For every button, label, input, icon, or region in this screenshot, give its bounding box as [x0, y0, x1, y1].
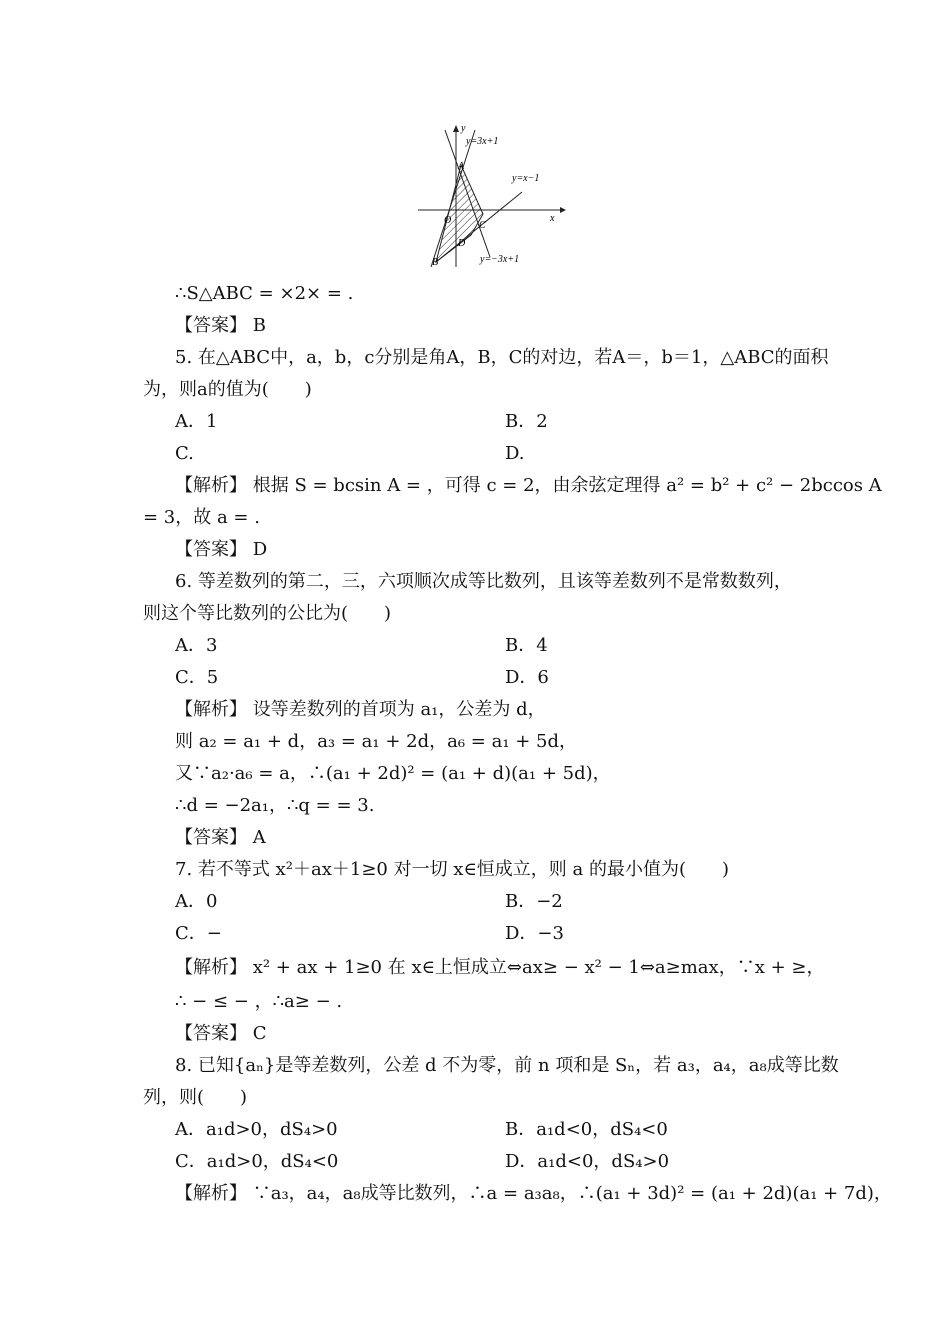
option-6c: C．5 [175, 667, 219, 688]
answer-6: 【答案】 A [175, 827, 266, 848]
option-8c: C．a₁d>0，dS₄<0 [175, 1151, 339, 1172]
solution-5-line1: 【解析】 根据 S = bcsin A = ，可得 c = 2，由余弦定理得 a² = b² + c² − 2bccos A [175, 475, 882, 496]
question-8-line2: 列，则( ) [143, 1087, 248, 1108]
answer-4: 【答案】 B [175, 315, 266, 336]
inequality-region-graph [418, 122, 568, 272]
option-8a: A．a₁d>0，dS₄>0 [175, 1119, 338, 1140]
line1-label: y=3x+1 [466, 136, 499, 147]
question-8-line1: 8. 已知{aₙ}是等差数列，公差 d 不为零，前 n 项和是 Sₙ，若 a₃，a₄，a₈成等比数 [175, 1055, 839, 1076]
solution-7-line1: 【解析】 x² + ax + 1≥0 在 x∈上恒成立⇔ax≥ − x² − 1⇔a≥max，∵x + ≥， [175, 957, 825, 978]
point-a-label: A [458, 161, 465, 172]
question-5-line2: 为，则a的值为( ) [143, 379, 312, 400]
x-axis-arrow [560, 207, 566, 213]
option-5b: B．2 [505, 411, 548, 432]
y-axis-arrow [453, 125, 459, 132]
solution-5-line2: = 3，故 a = . [143, 507, 260, 528]
question-6-line1: 6. 等差数列的第二，三，六项顺次成等比数列，且该等差数列不是常数数列， [175, 571, 792, 592]
question-8-options-ab [175, 1118, 668, 1142]
option-5d: D. [505, 443, 525, 464]
option-7a: A．0 [175, 891, 218, 912]
solution-7-line2: ∴ − ≤ − ，∴a≥ − . [175, 991, 343, 1012]
question-7-options-cd [175, 922, 564, 946]
question-7-options-ab [175, 890, 563, 914]
solution-6-line3: 又∵a₂·a₆ = a，∴(a₁ + 2d)² = (a₁ + d)(a₁ + 5d)， [175, 763, 611, 784]
option-8b: B．a₁d<0，dS₄<0 [505, 1119, 668, 1140]
question-5-options-cd [175, 442, 525, 466]
solution-8-line1: 【解析】 ∵a₃，a₄，a₈成等比数列，∴a = a₃a₈，∴(a₁ + 3d)² = (a₁ + 2d)(a₁ + 7d)， [175, 1183, 892, 1204]
question-7-line1: 7. 若不等式 x²＋ax＋1≥0 对一切 x∈恒成立，则 a 的最小值为( ) [175, 859, 729, 880]
option-6b: B．4 [505, 635, 548, 656]
question-6-options-ab [175, 634, 548, 658]
line3-label: y=−3x+1 [480, 254, 520, 265]
question-5-line1: 5. 在△ABC中，a，b，c分别是角A，B，C的对边，若A＝，b＝1，△ABC的面积 [175, 347, 829, 368]
line2-label: y=x−1 [512, 173, 540, 184]
solution-6-line1: 【解析】 设等差数列的首项为 a₁，公差为 d， [175, 699, 546, 720]
option-8d: D．a₁d<0，dS₄>0 [505, 1151, 670, 1172]
option-7b: B．−2 [505, 891, 563, 912]
x-axis-label: x [550, 213, 555, 224]
area-formula: ∴S△ABC = ×2× = . [175, 283, 354, 304]
point-c-label: C [479, 220, 486, 231]
answer-7: 【答案】 C [175, 1023, 267, 1044]
question-8-options-cd [175, 1150, 670, 1174]
option-5a: A．1 [175, 411, 218, 432]
point-d-label: D [458, 238, 466, 249]
point-o-label: O [444, 215, 452, 226]
question-6-line2: 则这个等比数列的公比为( ) [143, 603, 392, 624]
point-b-label: B [432, 257, 439, 268]
answer-5: 【答案】 D [175, 539, 268, 560]
question-5-options-ab [175, 410, 548, 434]
option-6a: A．3 [175, 635, 218, 656]
solution-6-line4: ∴d = −2a₁，∴q = = 3. [175, 795, 375, 816]
question-6-options-cd [175, 666, 549, 690]
y-axis-label: y [461, 123, 466, 134]
option-5c: C. [175, 443, 194, 464]
option-7d: D．−3 [505, 923, 564, 944]
solution-6-line2: 则 a₂ = a₁ + d，a₃ = a₁ + 2d，a₆ = a₁ + 5d， [175, 731, 578, 752]
option-7c: C．− [175, 923, 222, 944]
option-6d: D．6 [505, 667, 549, 688]
